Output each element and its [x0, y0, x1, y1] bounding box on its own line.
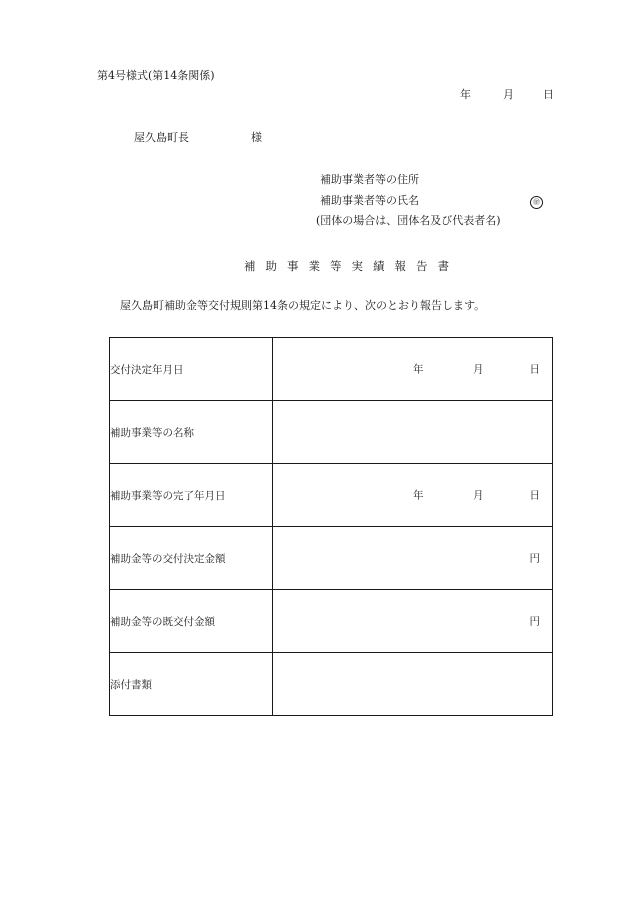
- applicant-group-note: (団体の場合は、団体名及び代表者名): [316, 214, 501, 227]
- table-row: [110, 590, 553, 653]
- date-year-label: 年: [460, 88, 471, 101]
- row-label-decided-amount: 補助金等の交付決定金額: [110, 527, 273, 590]
- applicant-name-label: 補助事業者等の氏名: [320, 194, 419, 207]
- date-line: [460, 88, 554, 102]
- unit-month: 月: [473, 489, 484, 502]
- intro-text: 屋久島町補助金等交付規則第14条の規定により、次のとおり報告します。: [120, 299, 486, 312]
- addressee-honorific: 様: [251, 131, 262, 144]
- row-label-completion-date: 補助事業等の完了年月日: [110, 464, 273, 527]
- report-table: [109, 337, 553, 716]
- unit-yen: 円: [529, 552, 540, 565]
- table-row: [110, 527, 553, 590]
- unit-yen: 円: [529, 615, 540, 628]
- date-day-label: 日: [543, 88, 554, 101]
- table-row: [110, 401, 553, 464]
- addressee-name: 屋久島町長: [134, 131, 189, 144]
- document-title: 補助事業等実績報告書: [244, 259, 459, 273]
- table-row: [110, 653, 553, 716]
- applicant-address-label: 補助事業者等の住所: [320, 173, 419, 186]
- table-row: [110, 464, 553, 527]
- decision-date-field[interactable]: [273, 338, 553, 401]
- unit-year: 年: [413, 363, 424, 376]
- unit-day: 日: [529, 489, 540, 502]
- seal-mark: ㊞: [530, 196, 543, 209]
- row-label-project-name: 補助事業等の名称: [110, 401, 273, 464]
- attachments-field[interactable]: [273, 653, 553, 716]
- seal-icon: [530, 194, 543, 209]
- date-month-label: 月: [503, 88, 514, 101]
- decided-amount-field[interactable]: [273, 527, 553, 590]
- row-label-paid-amount: 補助金等の既交付金額: [110, 590, 273, 653]
- table-row: [110, 338, 553, 401]
- row-label-decision-date: 交付決定年月日: [110, 338, 273, 401]
- unit-day: 日: [529, 363, 540, 376]
- form-number: 第4号様式(第14条関係): [97, 69, 215, 82]
- project-name-field[interactable]: [273, 401, 553, 464]
- completion-date-field[interactable]: [273, 464, 553, 527]
- unit-year: 年: [413, 489, 424, 502]
- paid-amount-field[interactable]: [273, 590, 553, 653]
- unit-month: 月: [473, 363, 484, 376]
- row-label-attachments: 添付書類: [110, 653, 273, 716]
